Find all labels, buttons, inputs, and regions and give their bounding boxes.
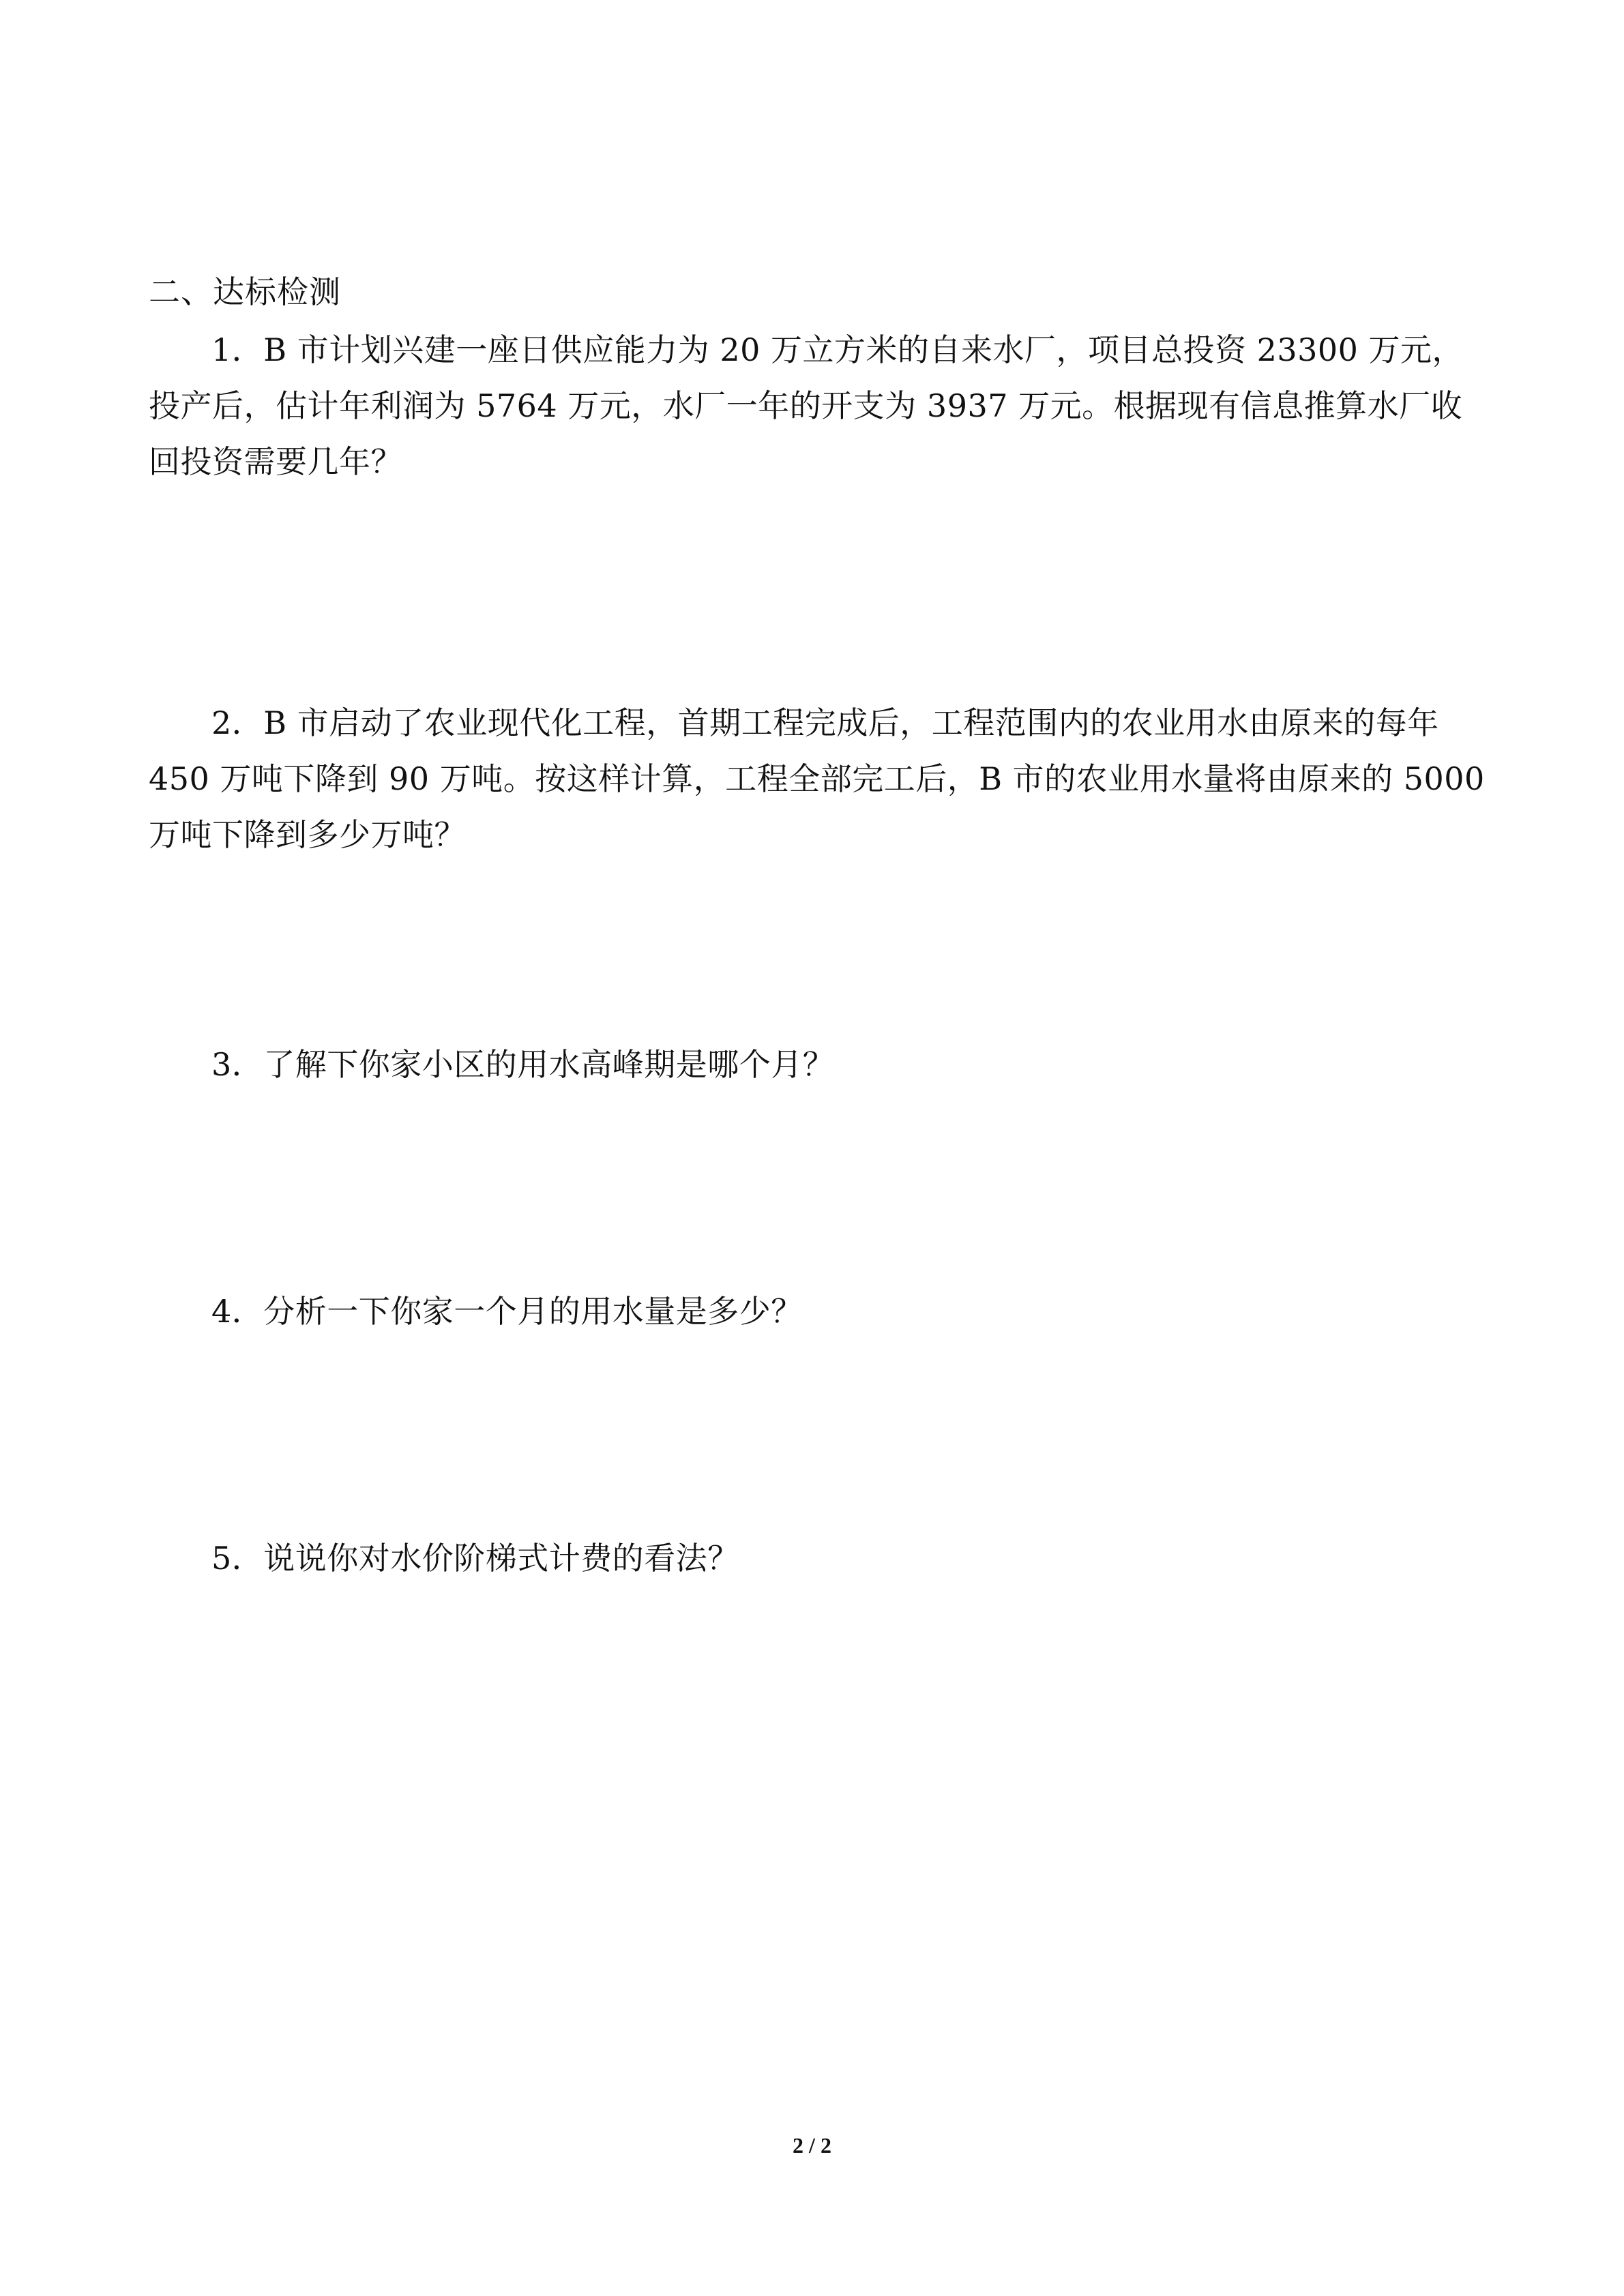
section-title: 二、达标检测 — [149, 273, 341, 310]
question-3: 3．了解下你家小区的用水高峰期是哪个月？ — [211, 1046, 835, 1083]
page-content — [149, 267, 1486, 1577]
question-1: 1．B 市计划兴建一座日供应能力为 20 万立方米的自来水厂，项目总投资 23300 万元，投产后，估计年利润为 5764 万元，水厂一年的开支为 3937 万元。根据现有信息推算水厂收回投资需要几年？ — [149, 331, 1464, 480]
question-4: 4．分析一下你家一个月的用水量是多少？ — [211, 1293, 803, 1330]
question-2: 2．B 市启动了农业现代化工程，首期工程完成后，工程范围内的农业用水由原来的每年 450 万吨下降到 90 万吨。按这样计算，工程全部完工后，B 市的农业用水量将由原来的 5000 万吨下降到多少万吨？ — [149, 704, 1485, 853]
question-5: 5．说说你对水价阶梯式计费的看法？ — [211, 1540, 739, 1577]
page-number: 2 / 2 — [793, 2133, 831, 2158]
